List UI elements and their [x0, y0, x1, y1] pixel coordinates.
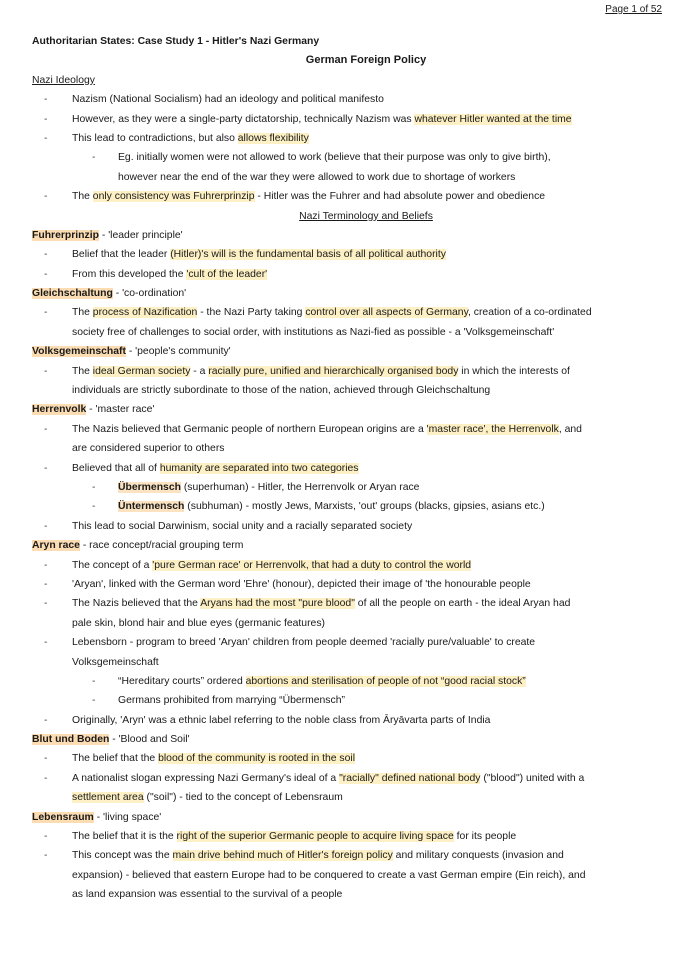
term-heading: Volksgemeinschaft - 'people's community'	[32, 346, 231, 358]
highlight: process of Nazification	[92, 307, 198, 319]
term: Lebensraum	[32, 811, 94, 823]
sub-list-item: - Germans prohibited from marrying “Übermensch”	[32, 691, 660, 710]
sub-list-item: - “Hereditary courts” ordered abortions and sterilisation of people of not “good racial stock”	[32, 672, 660, 691]
bullet: -	[44, 598, 48, 610]
terminology-heading: Nazi Terminology and Beliefs	[299, 210, 433, 222]
bullet: -	[44, 850, 48, 862]
list-item-continuation: as land expansion was essential to the survival of a people	[72, 889, 343, 901]
list-item: - The Nazis believed that Germanic people of northern European origins are a 'master race', the Herrenvolk, and	[32, 420, 660, 439]
doc-title: Authoritarian States: Case Study 1 - Hitler's Nazi Germany	[32, 36, 320, 47]
bullet: -	[44, 268, 48, 280]
highlight: right of the superior Germanic people to acquire living space	[176, 831, 454, 843]
sub-list-item-continuation: however near the end of the war they were allowed to work due to shortage of workers	[118, 171, 516, 183]
sub-list-item: - Üntermensch (subhuman) - mostly Jews, Marxists, 'out' groups (blacks, gipsies, asians etc.)	[32, 497, 660, 516]
document-body	[32, 32, 660, 905]
sub-list-item: - Übermensch (superhuman) - Hitler, the Herrenvolk or Aryan race	[32, 478, 660, 497]
list-item: - This lead to contradictions, but also allows flexibility	[32, 129, 660, 148]
list-item-continuation: expansion) - believed that eastern Europe had to be conquered to create a vast German empire (Ein reich), and	[72, 869, 586, 881]
highlight: whatever Hitler wanted at the time	[414, 113, 572, 125]
bullet: -	[44, 637, 48, 649]
list-item: - The ideal German society - a racially pure, unified and hierarchically organised body in which the interests of	[32, 362, 660, 381]
list-item: - A nationalist slogan expressing Nazi Germany's ideal of a "racially" defined national body ("blood") united with a	[32, 769, 660, 788]
list-item: - The concept of a 'pure German race' or Herrenvolk, that had a duty to control the world	[32, 556, 660, 575]
term: Aryn race	[32, 540, 80, 552]
list-item-continuation: pale skin, blond hair and blue eyes (germanic features)	[72, 617, 325, 629]
bullet: -	[92, 152, 96, 164]
highlight: 'pure German race' or Herrenvolk, that had a duty to control the world	[152, 559, 472, 571]
list-item: - Nazism (National Socialism) had an ideology and political manifesto	[32, 90, 660, 109]
bullet: -	[44, 462, 48, 474]
highlight: 'master race', the Herrenvolk	[426, 423, 559, 435]
bullet: -	[92, 481, 96, 493]
bullet: -	[44, 249, 48, 261]
list-item: - From this developed the 'cult of the leader'	[32, 265, 660, 284]
page-number: Page 1 of 52	[605, 4, 662, 15]
bullet: -	[44, 365, 48, 377]
term-heading: Lebensraum - 'living space'	[32, 811, 162, 823]
term-heading: Aryn race - race concept/racial grouping term	[32, 540, 244, 552]
bullet: -	[44, 578, 48, 590]
list-item-continuation: settlement area ("soil") - tied to the concept of Lebensraum	[72, 792, 343, 804]
bullet: -	[44, 520, 48, 532]
list-item-continuation: are considered superior to others	[72, 443, 225, 455]
bullet: -	[44, 831, 48, 843]
list-item-continuation: society free of challenges to social order, with institutions as Nazi-fied as possible - a 'Volksgemeinschaft'	[72, 326, 555, 338]
list-item: - Originally, 'Aryn' was a ethnic label referring to the noble class from Āryāvarta parts of India	[32, 711, 660, 730]
bullet: -	[44, 772, 48, 784]
highlight: racially pure, unified and hierarchically organised body	[208, 365, 459, 377]
term-heading: Fuhrerprinzip - 'leader principle'	[32, 229, 183, 241]
subterm: Üntermensch	[118, 501, 185, 513]
term-heading: Herrenvolk - 'master race'	[32, 404, 155, 416]
term: Herrenvolk	[32, 404, 87, 416]
sub-list-item: - Eg. initially women were not allowed to work (believe that their purpose was only to give birth),	[32, 148, 660, 167]
list-item: - Belief that the leader (Hitler)'s will is the fundamental basis of all political authority	[32, 245, 660, 264]
term: Volksgemeinschaft	[32, 346, 126, 358]
highlight: "racially" defined national body	[339, 772, 481, 784]
highlight: only consistency was Fuhrerprinzip	[92, 191, 255, 203]
list-item: - Lebensborn - program to breed 'Aryan' children from people deemed 'racially pure/valuable' to create	[32, 633, 660, 652]
highlight: control over all aspects of Germany	[305, 307, 468, 319]
subterm: Übermensch	[118, 481, 181, 493]
bullet: -	[44, 94, 48, 106]
list-item: - The belief that the blood of the community is rooted in the soil	[32, 749, 660, 768]
list-item: - The only consistency was Fuhrerprinzip - Hitler was the Fuhrer and had absolute power and obedience	[32, 187, 660, 206]
highlight: abortions and sterilisation of people of not “good racial stock”	[245, 675, 526, 687]
bullet: -	[44, 714, 48, 726]
term: Fuhrerprinzip	[32, 229, 99, 241]
bullet: -	[92, 695, 96, 707]
list-item: - However, as they were a single-party dictatorship, technically Nazism was whatever Hitler wanted at the time	[32, 110, 660, 129]
list-item: - Believed that all of humanity are separated into two categories	[32, 459, 660, 478]
bullet: -	[44, 753, 48, 765]
highlight: allows flexibility	[237, 132, 309, 144]
highlight: 'cult of the leader'	[186, 268, 268, 280]
bullet: -	[92, 501, 96, 513]
bullet: -	[44, 132, 48, 144]
list-item: - The process of Nazification - the Nazi Party taking control over all aspects of Germany, creation of a co-ordinated	[32, 303, 660, 322]
term: Blut und Boden	[32, 734, 110, 746]
bullet: -	[44, 113, 48, 125]
bullet: -	[44, 307, 48, 319]
highlight: blood of the community is rooted in the soil	[158, 753, 356, 765]
bullet: -	[44, 191, 48, 203]
highlight: settlement area	[72, 792, 144, 804]
highlight: humanity are separated into two categories	[159, 462, 359, 474]
list-item: - This concept was the main drive behind much of Hitler's foreign policy and military conquests (invasion and	[32, 846, 660, 865]
term-heading: Blut und Boden - 'Blood and Soil'	[32, 734, 190, 746]
bullet: -	[44, 559, 48, 571]
highlight: Aryans had the most "pure blood"	[200, 598, 355, 610]
term-heading: Gleichschaltung - 'co-ordination'	[32, 288, 187, 300]
list-item: - 'Aryan', linked with the German word 'Ehre' (honour), depicted their image of 'the honourable people	[32, 575, 660, 594]
section-title: German Foreign Policy	[305, 54, 427, 67]
ideology-heading: Nazi Ideology	[32, 74, 95, 86]
list-item-continuation: individuals are strictly subordinate to those of the nation, achieved through Gleichschaltung	[72, 385, 491, 397]
highlight: main drive behind much of Hitler's foreign policy	[172, 850, 393, 862]
highlight: (Hitler)'s will is the fundamental basis of all political authority	[170, 249, 446, 261]
list-item: - The belief that it is the right of the superior Germanic people to acquire living space for its people	[32, 827, 660, 846]
list-item: - The Nazis believed that the Aryans had the most "pure blood" of all the people on earth - the ideal Aryan had	[32, 594, 660, 613]
bullet: -	[44, 423, 48, 435]
term: Gleichschaltung	[32, 288, 113, 300]
bullet: -	[92, 675, 96, 687]
highlight: ideal German society	[92, 365, 191, 377]
list-item-continuation: Volksgemeinschaft	[72, 656, 159, 668]
list-item: - This lead to social Darwinism, social unity and a racially separated society	[32, 517, 660, 536]
